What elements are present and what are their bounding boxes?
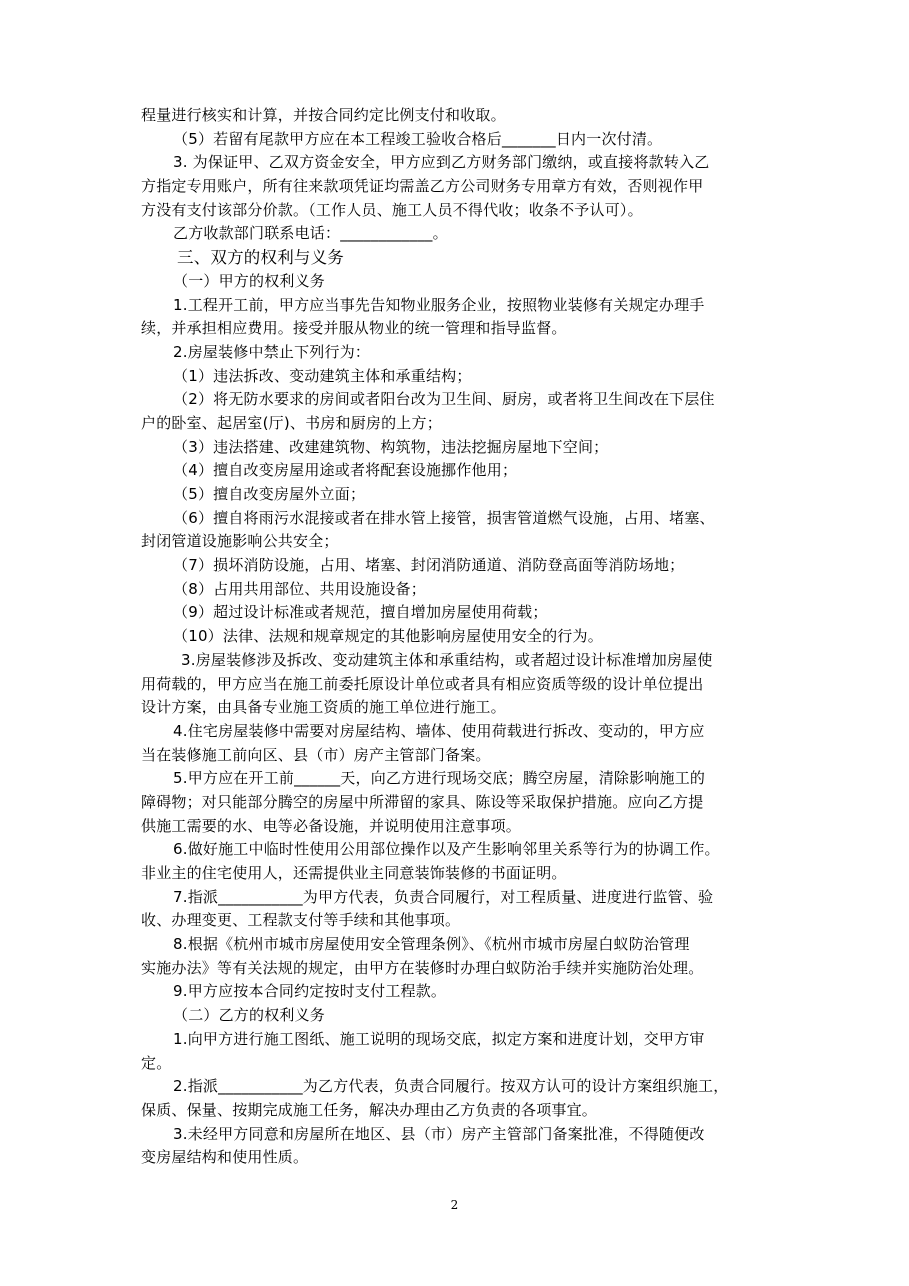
text-line: 户的卧室、起居室(厅)、书房和厨房的上方；	[141, 413, 442, 432]
text-line: （1）违法拆改、变动建筑主体和承重结构；	[173, 366, 472, 385]
text-line: 2.房屋装修中禁止下列行为：	[173, 342, 371, 361]
text-line: 3. 为保证甲、乙双方资金安全，甲方应到乙方财务部门缴纳，或直接将款转入乙	[173, 153, 710, 172]
text-line: （6）擅自将雨污水混接或者在排水管上接管，损害管道燃气设施，占用、堵塞、	[173, 508, 715, 527]
text-line: 障碍物；对只能部分腾空的房屋中所滞留的家具、陈设等采取保护措施。应向乙方提	[141, 792, 704, 811]
text-line: 3.未经甲方同意和房屋所在地区、县（市）房产主管部门备案批准，不得随便改	[173, 1124, 705, 1143]
text-line: 6.做好施工中临时性使用公用部位操作以及产生影响邻里关系等行为的协调工作。	[173, 840, 720, 859]
text-line: 供施工需要的水、电等必备设施，并说明使用注意事项。	[141, 816, 522, 835]
text-line: 方没有支付该部分价款。（工作人员、施工人员不得代收；收条不予认可）。	[141, 200, 643, 219]
text-line: 保质、保量、按期完成施工任务，解决办理由乙方负责的各项事宜。	[141, 1100, 598, 1119]
document-body	[141, 104, 781, 1170]
text-line: 1.工程开工前，甲方应当事先告知物业服务企业，按照物业装修有关规定办理手	[173, 295, 705, 314]
text-line: 5.甲方应在开工前______天，向乙方进行现场交底；腾空房屋，清除影响施工的	[173, 769, 706, 788]
text-line: 当在装修施工前向区、县（市）房产主管部门备案。	[141, 745, 491, 764]
text-line: 方指定专用账户，所有往来款项凭证均需盖乙方公司财务专用章方有效，否则视作甲	[141, 177, 704, 196]
text-line: （10）法律、法规和规章规定的其他影响房屋使用安全的行为。	[173, 627, 603, 646]
text-line: 设计方案，由具备专业施工资质的施工单位进行施工。	[141, 698, 506, 717]
text-line: 用荷载的，甲方应当在施工前委托原设计单位或者具有相应资质等级的设计单位提出	[141, 674, 704, 693]
section-heading: 三、双方的权利与义务	[177, 248, 344, 268]
text-line: （5）擅自改变房屋外立面；	[173, 485, 366, 503]
text-line: 4.住宅房屋装修中需要对房屋结构、墙体、使用荷载进行拆改、变动的，甲方应	[173, 721, 705, 740]
text-line: 9.甲方应按本合同约定按时支付工程款。	[173, 982, 447, 1001]
text-line: 实施办法》等有关法规的规定，由甲方在装修时办理白蚁防治手续并实施防治处理。	[141, 958, 704, 977]
text-line: 3.房屋装修涉及拆改、变动建筑主体和承重结构，或者超过设计标准增加房屋使	[181, 650, 713, 669]
text-line: （4）擅自改变房屋用途或者将配套设施挪作他用；	[173, 461, 518, 480]
text-line: 8.根据《杭州市城市房屋使用安全管理条例》、《杭州市城市房屋白蚁防治管理	[173, 935, 690, 954]
text-line: 非业主的住宅使用人，还需提供业主同意装饰装修的书面证明。	[141, 864, 567, 882]
text-line: （3）违法搭建、改建建筑物、构筑物，违法挖掘房屋地下空间；	[173, 437, 609, 456]
text-line: 变房屋结构和使用性质。	[141, 1148, 309, 1167]
text-line: （二）乙方的权利义务	[173, 1006, 326, 1025]
text-line: （7）损坏消防设施，占用、堵塞、封闭消防通道、消防登高面等消防场地；	[173, 556, 685, 575]
text-line: （9）超过设计标准或者规范，擅自增加房屋使用荷载；	[173, 603, 548, 622]
text-line: 续，并承担相应费用。接受并服从物业的统一管理和指导监督。	[141, 319, 567, 338]
text-line: 收、办理变更、工程款支付等手续和其他事项。	[141, 911, 461, 930]
text-line: 程量进行核实和计算，并按合同约定比例支付和收取。	[141, 106, 506, 124]
text-line: （2）将无防水要求的房间或者阳台改为卫生间、厨房，或者将卫生间改在下层住	[173, 390, 715, 409]
text-line: 2.指派___________为乙方代表，负责合同履行。按双方认可的设计方案组织施工，	[173, 1077, 729, 1096]
text-line: 封闭管道设施影响公共安全；	[141, 532, 339, 551]
text-line: （5）若留有尾款甲方应在本工程竣工验收合格后_______日内一次付清。	[173, 129, 663, 148]
text-line: 乙方收款部门联系电话：____________。	[173, 224, 448, 243]
text-line: 1.向甲方进行施工图纸、施工说明的现场交底，拟定方案和进度计划，交甲方审	[173, 1029, 705, 1048]
text-line: 定。	[141, 1053, 172, 1072]
text-line: 7.指派___________为甲方代表，负责合同履行，对工程质量、进度进行监管、验	[173, 887, 714, 906]
text-line: （一）甲方的权利义务	[173, 271, 326, 290]
page-number: 2	[450, 1198, 459, 1212]
text-line: （8）占用共用部位、共用设施设备；	[173, 579, 426, 598]
